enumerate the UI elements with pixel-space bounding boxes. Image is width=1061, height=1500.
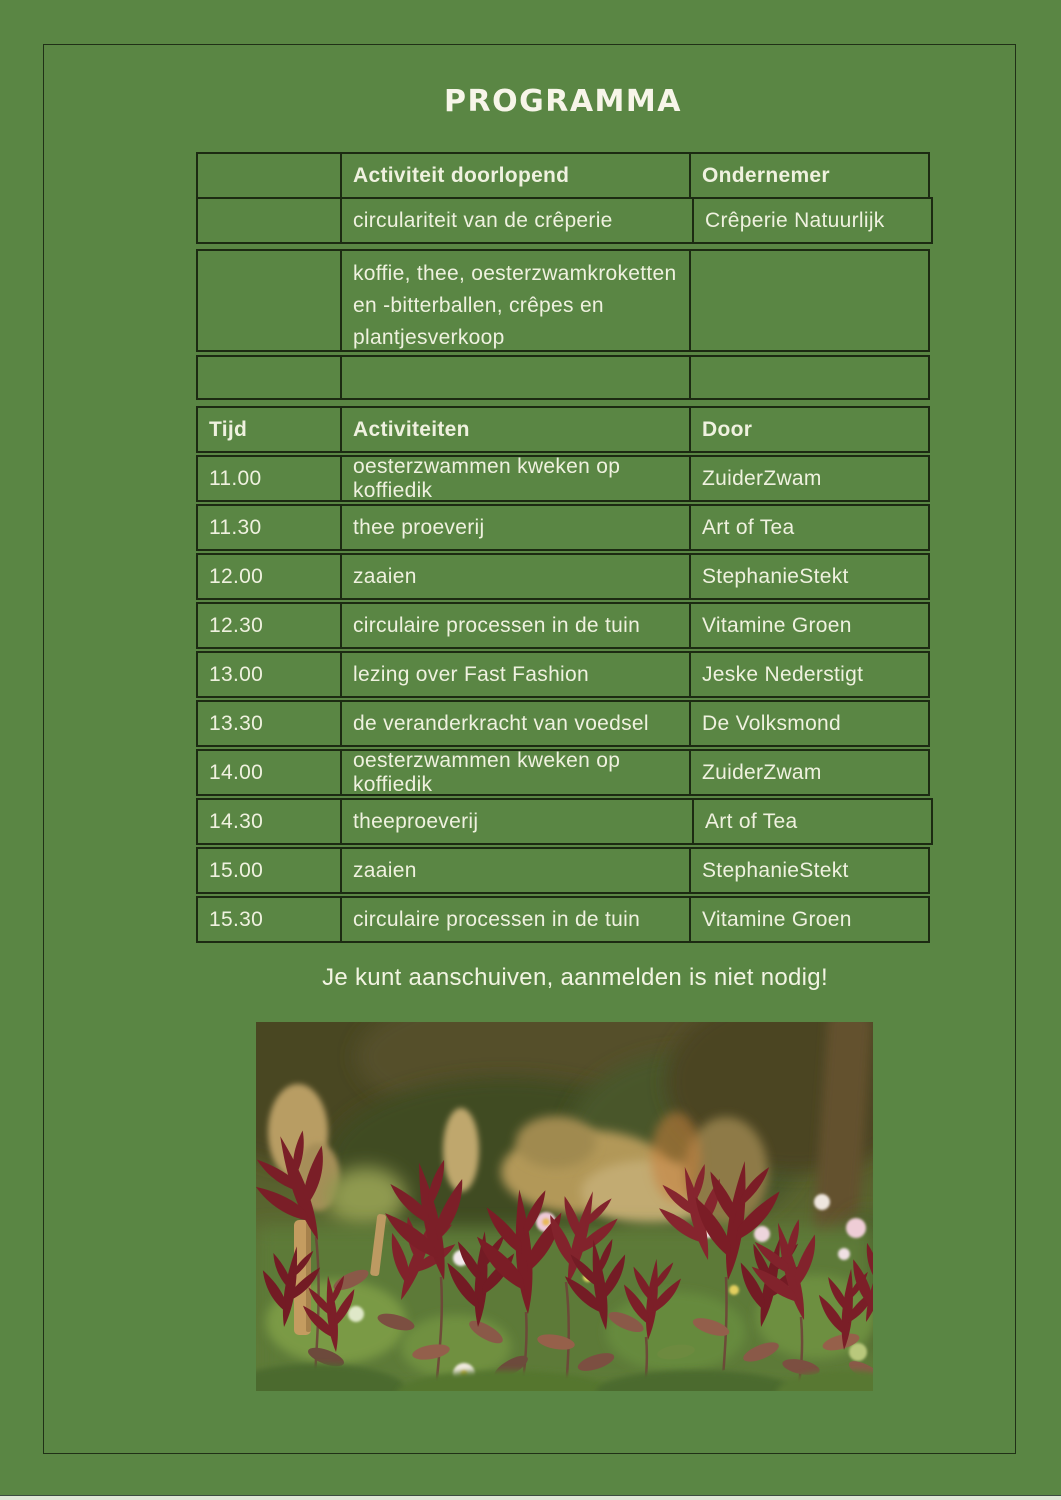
cell-time bbox=[198, 199, 342, 242]
table-row bbox=[196, 896, 930, 943]
cell-provider: StephanieStekt bbox=[702, 858, 849, 882]
cell-time: 12.30 bbox=[198, 604, 342, 647]
cell-provider: Vitamine Groen bbox=[702, 613, 852, 637]
cell-time: 14.00 bbox=[198, 751, 342, 794]
cell-time: 14.30 bbox=[198, 800, 342, 843]
cell-provider: Jeske Nederstigt bbox=[702, 662, 864, 686]
cell-activity: zaaien bbox=[342, 555, 691, 598]
cell-activity: thee proeverij bbox=[342, 506, 691, 549]
table-row bbox=[196, 749, 930, 796]
cell-provider: Vitamine Groen bbox=[702, 907, 852, 931]
cell-activity: zaaien bbox=[342, 849, 691, 892]
cell-activity: circulariteit van de crêperie bbox=[342, 199, 694, 242]
cell-activity: circulaire processen in de tuin bbox=[342, 898, 691, 941]
schedule-header-provider-cell: Door bbox=[702, 417, 753, 441]
schedule-header-activity-cell: Activiteiten bbox=[342, 408, 691, 451]
table-row bbox=[196, 602, 930, 649]
cell-activity bbox=[342, 357, 691, 398]
table-row bbox=[196, 455, 930, 502]
table-row bbox=[196, 249, 930, 352]
cell-provider: Art of Tea bbox=[705, 809, 798, 833]
table-row bbox=[196, 355, 930, 400]
cell-activity: theeproeverij bbox=[342, 800, 694, 843]
table-row bbox=[196, 504, 930, 551]
cell-provider: Art of Tea bbox=[702, 515, 795, 539]
cell-provider bbox=[691, 251, 928, 350]
note-text: Je kunt aanschuiven, aanmelden is niet nodig! bbox=[322, 964, 828, 991]
cell-activity: de veranderkracht van voedsel bbox=[342, 702, 691, 745]
cell-provider: ZuiderZwam bbox=[702, 760, 822, 784]
cell-activity: oesterzwammen kweken op koffiedik bbox=[342, 457, 691, 500]
cell-time bbox=[198, 251, 342, 350]
table-row bbox=[196, 197, 933, 244]
cell-time: 15.30 bbox=[198, 898, 342, 941]
page-title: PROGRAMMA bbox=[444, 84, 682, 119]
cell-activity: lezing over Fast Fashion bbox=[342, 653, 691, 696]
cell-time: 11.00 bbox=[198, 457, 342, 500]
info-header-activity-cell: Activiteit doorlopend bbox=[342, 154, 691, 197]
cell-time: 11.30 bbox=[198, 506, 342, 549]
garden-photo-illustration bbox=[256, 1022, 873, 1391]
table-row bbox=[196, 798, 933, 845]
cell-time: 13.30 bbox=[198, 702, 342, 745]
info-table-header-row bbox=[196, 152, 930, 199]
page-bottom-edge bbox=[0, 1495, 1061, 1500]
cell-provider: ZuiderZwam bbox=[702, 466, 822, 490]
info-header-provider-cell: Ondernemer bbox=[702, 163, 830, 187]
schedule-header-row bbox=[196, 406, 930, 453]
garden-photo bbox=[256, 1022, 873, 1391]
schedule-header-time-cell: Tijd bbox=[198, 408, 342, 451]
table-row bbox=[196, 553, 930, 600]
cell-time: 12.00 bbox=[198, 555, 342, 598]
cell-time: 13.00 bbox=[198, 653, 342, 696]
cell-provider: Crêperie Natuurlijk bbox=[705, 208, 885, 232]
cell-time bbox=[198, 357, 342, 398]
table-row bbox=[196, 700, 930, 747]
cell-provider bbox=[691, 357, 928, 398]
cell-activity: koffie, thee, oesterzwamkroketten en -bitterballen, crêpes en plantjesverkoop bbox=[342, 251, 691, 350]
info-header-empty-cell bbox=[198, 154, 342, 197]
cell-time: 15.00 bbox=[198, 849, 342, 892]
cell-provider: StephanieStekt bbox=[702, 564, 849, 588]
cell-activity: oesterzwammen kweken op koffiedik bbox=[342, 751, 691, 794]
table-row bbox=[196, 651, 930, 698]
cell-activity: circulaire processen in de tuin bbox=[342, 604, 691, 647]
program-tables bbox=[196, 152, 930, 943]
cell-provider: De Volksmond bbox=[702, 711, 842, 735]
table-row bbox=[196, 847, 930, 894]
